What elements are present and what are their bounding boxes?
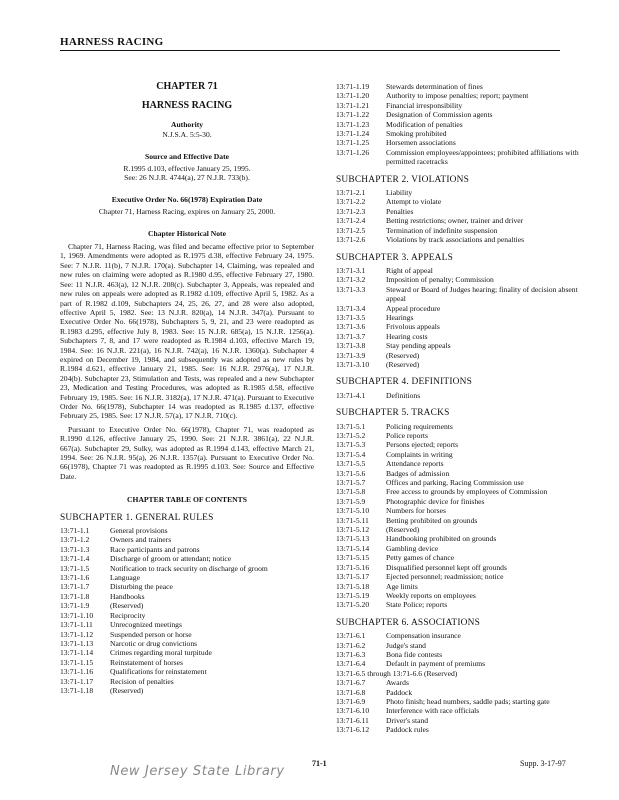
toc-entry-title: Crimes regarding moral turpitude xyxy=(110,648,212,658)
toc-entry-title: Reinstatement of horses xyxy=(110,657,183,667)
source-heading: Source and Effective Date xyxy=(144,151,229,161)
toc-entry-number: 13:71-1.7 xyxy=(60,582,90,592)
toc-entry-number: 13:71-2.6 xyxy=(336,235,366,245)
toc-entry xyxy=(336,525,588,534)
toc-entry-title: Bona fide contests xyxy=(386,649,443,659)
toc-entry-number: 13:71-5.8 xyxy=(336,487,366,497)
toc-entry-title: Age limits xyxy=(386,581,418,591)
subchapter-5-heading: SUBCHAPTER 5. TRACKS xyxy=(336,408,450,419)
toc-entry-number: 13:71-5.7 xyxy=(336,478,366,488)
toc-entry-title: Financial irresponsibility xyxy=(386,100,463,110)
toc-entry-title: Qualifications for reinstatement xyxy=(110,667,207,677)
toc-entry xyxy=(336,450,588,459)
toc-entry-number: 13:71-1.23 xyxy=(336,119,370,129)
toc-entry-number: 13:71-3.3 xyxy=(336,284,366,294)
toc-entry-title: Disqualified personnel kept off grounds xyxy=(386,562,507,572)
toc-entry-title: Designation of Commission agents xyxy=(386,110,493,120)
toc-entry-number: 13:71-1.17 xyxy=(60,676,94,686)
authority-heading: Authority xyxy=(170,119,204,129)
toc-entry-title: Betting restrictions; owner, trainer and driver xyxy=(386,216,524,226)
toc-entry-number: 13:71-1.10 xyxy=(60,610,94,620)
toc-entry-title: Horsemen associations xyxy=(386,138,456,148)
toc-entry-title: Race participants and patrons xyxy=(110,544,200,554)
toc-entry-title: Ejected personnel; readmission; notice xyxy=(386,572,504,582)
toc-entry-title: Paddock rules xyxy=(386,725,429,735)
toc-entry-title: Stay pending appeals xyxy=(386,341,451,351)
toc-entry xyxy=(336,650,588,659)
library-stamp: New Jersey State Library xyxy=(110,764,285,779)
toc-entry-number: 13:71-3.8 xyxy=(336,341,366,351)
toc-entry-title: Discharge of groom or attendant; notice xyxy=(110,554,232,564)
toc-entry xyxy=(60,582,314,591)
toc-entry xyxy=(336,688,588,697)
toc-entry-title: Smoking prohibited xyxy=(386,129,447,139)
toc-entry xyxy=(336,431,588,440)
toc-entry-title: State Police; reports xyxy=(386,600,448,610)
toc-entry xyxy=(60,526,314,535)
toc-entry xyxy=(336,469,588,478)
toc-entry-title: Weekly reports on employees xyxy=(386,590,476,600)
toc-entry xyxy=(336,706,588,715)
historical-note-heading: Chapter Historical Note xyxy=(148,228,226,238)
toc-entry-title: Handbooks xyxy=(110,591,145,601)
toc-entry-number: 13:71-2.5 xyxy=(336,225,366,235)
toc-entry-title: Frivolous appeals xyxy=(386,322,440,332)
toc-entry-number: 13:71-5.4 xyxy=(336,449,366,459)
toc-entry-title: (Reserved) xyxy=(386,359,420,369)
toc-entry-number: 13:71-1.21 xyxy=(336,100,370,110)
toc-entry xyxy=(60,686,314,695)
toc-entry-title: Complaints in writing xyxy=(386,449,453,459)
toc-entry xyxy=(336,582,588,591)
toc-entry-number: 13:71-1.26 xyxy=(336,147,370,157)
toc-entry-title: (Reserved) xyxy=(110,601,144,611)
toc-entry-number: 13:71-5.20 xyxy=(336,600,370,610)
toc-entry-number: 13:71-2.2 xyxy=(336,197,366,207)
toc-list-sub4 xyxy=(336,391,588,400)
toc-list-sub3 xyxy=(336,266,588,369)
toc-entry-title: Right of appeal xyxy=(386,265,433,275)
toc-entry-title: Photographic device for finishes xyxy=(386,496,485,506)
toc-entry-title: Definitions xyxy=(386,390,421,400)
toc-entry xyxy=(336,332,588,341)
toc-entry-title: Appeal procedure xyxy=(386,303,441,313)
toc-entry-number: 13:71-6.10 xyxy=(336,706,370,716)
toc-entry-title: (Reserved) xyxy=(110,685,144,695)
toc-entry-title: Driver's stand xyxy=(386,715,429,725)
toc-entry xyxy=(336,304,588,313)
subchapter-4-heading: SUBCHAPTER 4. DEFINITIONS xyxy=(336,377,472,388)
exec-order-text: Chapter 71, Harness Racing, expires on January 25, 2000. xyxy=(98,207,276,217)
toc-list-sub2 xyxy=(336,188,588,244)
toc-entry xyxy=(336,659,588,668)
toc-entry xyxy=(336,641,588,650)
toc-entry xyxy=(60,564,314,573)
toc-entry xyxy=(336,138,588,147)
toc-entry-number: 13:71-1.11 xyxy=(60,620,93,630)
toc-entry xyxy=(60,592,314,601)
toc-entry xyxy=(336,216,588,225)
toc-entry-title: Attempt to violate xyxy=(386,197,442,207)
toc-entry-title: Recision of penalties xyxy=(110,676,174,686)
toc-entry xyxy=(60,554,314,563)
toc-entry-title: Penalties xyxy=(386,206,414,216)
right-column xyxy=(336,82,588,735)
source-line-2: See: 26 N.J.R. 4744(a), 27 N.J.R. 733(b). xyxy=(124,173,250,183)
toc-entry-number: 13:71-1.18 xyxy=(60,685,94,695)
toc-entry-number: 13:71-1.15 xyxy=(60,657,94,667)
toc-entry-number: 13:71-3.6 xyxy=(336,322,366,332)
toc-entry-number: 13:71-5.17 xyxy=(336,572,370,582)
toc-entry-number: 13:71-1.1 xyxy=(60,526,90,536)
toc-entry-number: 13:71-5.13 xyxy=(336,534,370,544)
toc-entry xyxy=(336,716,588,725)
toc-entry xyxy=(60,639,314,648)
toc-entry xyxy=(336,440,588,449)
toc-entry-number: 13:71-2.1 xyxy=(336,188,366,198)
toc-entry-title: Badges of admission xyxy=(386,468,450,478)
toc-entry xyxy=(336,197,588,206)
toc-entry xyxy=(60,611,314,620)
toc-entry-number: 13:71-1.8 xyxy=(60,591,90,601)
toc-entry-number: 13:71-1.5 xyxy=(60,563,90,573)
toc-entry xyxy=(336,391,588,400)
toc-entry-number: 13:71-5.2 xyxy=(336,431,366,440)
toc-list-sub6b xyxy=(336,678,588,734)
toc-entry-number: 13:71-3.9 xyxy=(336,350,366,360)
toc-entry-number: 13:71-1.24 xyxy=(336,129,370,139)
toc-list-sub1-continued xyxy=(336,82,588,167)
toc-entry-title: Compensation insurance xyxy=(386,631,461,641)
toc-entry-title: Gambling device xyxy=(386,543,439,553)
toc-entry-title: Persons ejected; reports xyxy=(386,440,459,450)
toc-entry-number: 13:71-1.19 xyxy=(336,82,370,91)
toc-list-sub6a xyxy=(336,631,588,669)
toc-entry-title: Policing requirements xyxy=(386,421,453,431)
toc-entry xyxy=(60,620,314,629)
toc-entry xyxy=(336,553,588,562)
subchapter-2-heading: SUBCHAPTER 2. VIOLATIONS xyxy=(336,174,470,185)
toc-entry-title: Notification to track security on discharge of groom xyxy=(110,563,268,573)
page-number: 71-1 xyxy=(312,759,327,768)
toc-entry-title: Hearings xyxy=(386,312,414,322)
toc-entry-number: 13:71-5.12 xyxy=(336,525,370,535)
toc-entry xyxy=(336,631,588,640)
toc-entry xyxy=(336,497,588,506)
toc-entry-title: Authority to impose penalties; report; payment xyxy=(386,91,529,101)
toc-entry xyxy=(336,120,588,129)
toc-entry-number: 13:71-5.16 xyxy=(336,562,370,572)
toc-entry-title: Betting prohibited on grounds xyxy=(386,515,478,525)
toc-entry-title: General provisions xyxy=(110,526,168,536)
toc-entry-title: Judge's stand xyxy=(386,640,426,650)
toc-entry-number: 13:71-6.7 xyxy=(336,678,366,688)
toc-entry xyxy=(336,129,588,138)
toc-entry-number: 13:71-1.9 xyxy=(60,601,90,611)
toc-entry-title: Numbers for horses xyxy=(386,506,446,516)
toc-entry xyxy=(60,545,314,554)
toc-entry xyxy=(60,658,314,667)
toc-entry xyxy=(336,600,588,609)
toc-entry xyxy=(336,459,588,468)
toc-entry-title: Steward or Board of Judges hearing; finality of decision absent appeal xyxy=(386,284,578,304)
toc-entry xyxy=(336,506,588,515)
toc-entry xyxy=(60,667,314,676)
toc-entry-number: 13:71-3.1 xyxy=(336,265,366,275)
toc-entry-number: 13:71-6.8 xyxy=(336,687,366,697)
toc-entry-title: Free access to grounds by employees of Commission xyxy=(386,487,548,497)
toc-entry-number: 13:71-5.3 xyxy=(336,440,366,450)
toc-entry-title: Imposition of penalty; Commission xyxy=(386,275,494,285)
toc-entry-number: 13:71-5.19 xyxy=(336,590,370,600)
toc-entry xyxy=(336,188,588,197)
toc-entry xyxy=(336,544,588,553)
toc-entry xyxy=(60,601,314,610)
toc-entry-title: Disturbing the peace xyxy=(110,582,173,592)
toc-entry-title: Default in payment of premiums xyxy=(386,659,486,669)
toc-entry-number: 13:71-1.14 xyxy=(60,648,94,658)
toc-entry xyxy=(336,82,588,91)
historical-note-paragraph-1: Chapter 71, Harness Racing, was filed and became effective prior to September 1, 1969. Amendments were adopted as R.1975 d.38, effective February 24, 1975. See: 7 N.J.R. 11(b), 7 N.J.R. 170(a). Subchapter 14, Claiming, was repealed and new rules on claiming were adopted as R.1980 d.95, effective February 27, 1980. See: 11 N.J.R. 463(a), 12 N.J.R. 208(c). Subchapter 3, Appeals, was repealed and new rules on appeals were adopted as R.1982 d.109, effective April 5, 1982. As a part of R.1982 d.109, Subchapters 24, 25, 26, 27, and 28 were also adopted, effective April 5, 1982. See: 13 N.J.R. 820(a), 14 N.J.R. 347(a). Pursuant to Executive Order No. 66(1978), Subchapters 5, 9, 21, and 23 were readopted as R.1983 d.295, effective July 8, 1983. See: 15 N.J.R. 685(a), 15 N.J.R. 1256(a). Subchapters 7, 8, and 17 were readopted as R.1984 d.103, effective March 19, 1984. See: 16 N.J.R. 221(a), 16 N.J.R. 742(a), 16 N.J.R. 1360(a). Subchapter 4 expired on December 19, 1984, and subsequently was adopted as new rules by R.1984 d.621, effective January 21, 1985. See: 16 N.J.R. 2976(a), 17 N.J.R. 204(b). Subchapter 23, Stimulation and Tests, was repealed and a new Subchapter 23, Medication and Testing Procedures, was adopted as R.1985 d.58, effective February 19, 1985. See: 16 N.J.R. 3182(a), 17 N.J.R. 471(a). Pursuant to Executive Order No. 66(1978), Subchapter 14 was readopted as R.1985 d.137, effective February 25, 1985. See: 17 N.J.R. 57(a), 17 N.J.R. 710(c). xyxy=(60,242,314,421)
toc-entry xyxy=(336,697,588,706)
toc-entry-number: 13:71-3.4 xyxy=(336,303,366,313)
toc-entry-number: 13:71-6.11 xyxy=(336,715,369,725)
chapter-number: CHAPTER 71 xyxy=(156,81,218,92)
toc-entry xyxy=(336,313,588,322)
chapter-title: HARNESS RACING xyxy=(141,100,233,112)
toc-entry-number: 13:71-1.20 xyxy=(336,91,370,101)
toc-entry-number: 13:71-5.14 xyxy=(336,543,370,553)
subchapter-3-heading: SUBCHAPTER 3. APPEALS xyxy=(336,252,453,263)
toc-entry xyxy=(336,516,588,525)
toc-entry xyxy=(336,487,588,496)
toc-entry-title: Language xyxy=(110,573,140,583)
toc-entry-title: Reciprocity xyxy=(110,610,146,620)
toc-entry-number: 13:71-2.4 xyxy=(336,216,366,226)
toc-entry-number: 13:71-3.5 xyxy=(336,312,366,322)
toc-entry-number: 13:71-5.6 xyxy=(336,468,366,478)
toc-entry-number: 13:71-5.10 xyxy=(336,506,370,516)
toc-entry xyxy=(336,322,588,331)
authority-text: N.J.S.A. 5:5-30. xyxy=(162,130,212,140)
subchapter-6-heading: SUBCHAPTER 6. ASSOCIATIONS xyxy=(336,617,481,628)
source-line-1: R.1995 d.103, effective January 25, 1995. xyxy=(123,164,251,174)
toc-entry-number: 13:71-1.2 xyxy=(60,535,90,545)
toc-entry-title: Photo finish; head numbers, saddle pads; starting gate xyxy=(386,696,550,706)
toc-entry xyxy=(336,110,588,119)
toc-entry xyxy=(336,101,588,110)
toc-entry xyxy=(336,478,588,487)
toc-entry-title: Modification of penalties xyxy=(386,119,463,129)
toc-entry-title: Violations by track associations and penalties xyxy=(386,235,525,245)
header-rule xyxy=(60,50,560,51)
toc-entry-number: 13:71-5.9 xyxy=(336,496,366,506)
toc-entry-number: 13:71-5.15 xyxy=(336,553,370,563)
toc-list-sub1 xyxy=(60,526,314,695)
toc-entry-title: Attendance reports xyxy=(386,459,444,469)
supplement-date: Supp. 3-17-97 xyxy=(520,759,566,768)
toc-entry-title: Liability xyxy=(386,188,413,198)
toc-entry-number: 13:71-5.11 xyxy=(336,515,369,525)
toc-entry-title: Handbooking prohibited on grounds xyxy=(386,534,497,544)
toc-entry xyxy=(336,207,588,216)
toc-entry-number: 13:71-6.12 xyxy=(336,725,370,735)
toc-entry xyxy=(60,535,314,544)
toc-entry-title: Awards xyxy=(386,678,409,688)
running-head: HARNESS RACING xyxy=(60,36,164,48)
toc-entry-number: 13:71-1.16 xyxy=(60,667,94,677)
toc-entry-number: 13:71-1.3 xyxy=(60,544,90,554)
toc-entry-number: 13:71-1.22 xyxy=(336,110,370,120)
toc-entry xyxy=(336,351,588,360)
toc-entry xyxy=(336,725,588,734)
toc-entry-title: Stewards determination of fines xyxy=(386,82,483,91)
toc-entry-number: 13:71-6.3 xyxy=(336,649,366,659)
toc-entry-number: 13:71-1.25 xyxy=(336,138,370,148)
toc-entry xyxy=(336,572,588,581)
toc-entry xyxy=(336,275,588,284)
toc-entry-title: Petty games of chance xyxy=(386,553,455,563)
exec-order-heading: Executive Order No. 66(1978) Expiration Date xyxy=(111,194,263,204)
toc-entry-number: 13:71-2.3 xyxy=(336,206,366,216)
toc-entry xyxy=(336,360,588,369)
toc-entry-number: 13:71-1.12 xyxy=(60,629,94,639)
toc-entry-title: Owners and trainers xyxy=(110,535,172,545)
toc-entry-title: (Reserved) xyxy=(386,350,420,360)
toc-entry-number: 13:71-6.4 xyxy=(336,659,366,669)
toc-entry-title: Hearing costs xyxy=(386,331,428,341)
toc-heading: CHAPTER TABLE OF CONTENTS xyxy=(127,495,247,505)
toc-entry-number: 13:71-1.4 xyxy=(60,554,90,564)
toc-entry xyxy=(336,341,588,350)
historical-note-paragraph-2: Pursuant to Executive Order No. 66(1978), Chapter 71, was readopted as R.1990 d.126, effective January 25, 1990. See: 21 N.J.R. 3861(a), 22 N.J.R. 667(a). Subchapter 29, Sulky, was adopted as R.1994 d.143, effective March 21, 1994. See: 26 N.J.R. 95(a), 26 N.J.R. 1357(a). Pursuant to Executive Order No. 66(1978), Chapter 71 was readopted as R.1995 d.103. See: Source and Effective Date. xyxy=(60,424,314,481)
toc-entry-number: 13:71-6.9 xyxy=(336,696,366,706)
toc-list-sub5 xyxy=(336,422,588,610)
toc-entry-number: 13:71-3.2 xyxy=(336,275,366,285)
toc-entry xyxy=(336,266,588,275)
toc-entry-title: Suspended person or horse xyxy=(110,629,192,639)
toc-entry-title: Paddock xyxy=(386,687,413,697)
toc-entry-number: 13:71-5.18 xyxy=(336,581,370,591)
toc-entry xyxy=(60,648,314,657)
toc-entry xyxy=(336,678,588,687)
toc-entry xyxy=(336,563,588,572)
toc-entry-title: Interference with race officials xyxy=(386,706,480,716)
toc-entry-title: Narcotic or drug convictions xyxy=(110,638,198,648)
toc-entry-number: 13:71-4.1 xyxy=(336,390,366,400)
toc-entry xyxy=(60,573,314,582)
toc-entry-title: Unrecognized meetings xyxy=(110,620,182,630)
toc-entry-number: 13:71-1.6 xyxy=(60,573,90,583)
toc-range-reserved: 13:71-6.5 through 13:71-6.6 (Reserved) xyxy=(336,668,458,678)
toc-entry xyxy=(336,235,588,244)
subchapter-1-heading: SUBCHAPTER 1. GENERAL RULES xyxy=(60,512,214,523)
toc-entry xyxy=(336,285,588,304)
left-column xyxy=(60,82,314,695)
toc-entry-number: 13:71-5.1 xyxy=(336,421,366,431)
toc-entry-number: 13:71-6.1 xyxy=(336,631,366,641)
toc-entry-number: 13:71-6.2 xyxy=(336,640,366,650)
toc-entry-title: Commission employees/appointees; prohibited affiliations with permitted racetracks xyxy=(386,147,579,167)
toc-entry-title: (Reserved) xyxy=(386,525,420,535)
toc-entry xyxy=(336,91,588,100)
toc-entry xyxy=(336,591,588,600)
toc-entry-number: 13:71-3.10 xyxy=(336,359,370,369)
toc-entry xyxy=(336,422,588,431)
toc-entry xyxy=(60,677,314,686)
toc-entry xyxy=(336,148,588,167)
toc-entry xyxy=(336,226,588,235)
toc-entry-title: Offices and parking, Racing Commission use xyxy=(386,478,524,488)
toc-entry-number: 13:71-1.13 xyxy=(60,638,94,648)
toc-entry-title: Termination of indefinite suspension xyxy=(386,225,498,235)
toc-entry xyxy=(336,534,588,543)
toc-entry-title: Police reports xyxy=(386,431,428,440)
toc-entry-number: 13:71-3.7 xyxy=(336,331,366,341)
toc-entry-number: 13:71-5.5 xyxy=(336,459,366,469)
toc-entry xyxy=(60,630,314,639)
